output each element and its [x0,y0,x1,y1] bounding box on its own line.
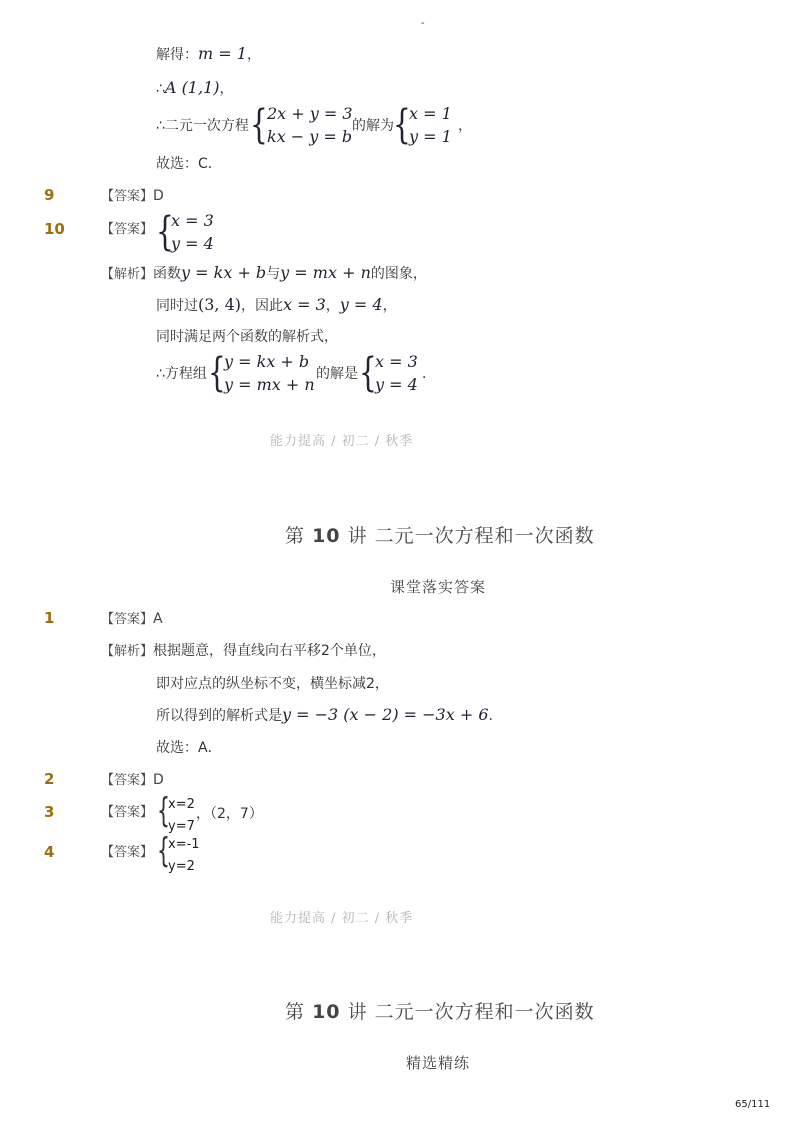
text: ， [325,298,340,314]
section-subtitle: 精选精练 [406,1054,471,1072]
text: 第 [285,525,306,547]
math-m-equals-1: m = 1 [198,44,247,63]
answer-tag: 【答案】 [101,845,154,860]
text: 根据题意，得直线向右平移2个单位， [153,643,386,659]
chapter-number: 10 [312,525,341,547]
answer-y: y = 4 [171,234,214,253]
solution-line-2 [156,78,234,99]
section-subtitle: 课堂落实答案 [390,578,487,596]
solution-y: y = 1 [409,127,452,146]
tag-label: 【答案】 [101,189,154,204]
therefore-symbol: ∴ [156,81,165,97]
solution-y: y = 4 [375,375,418,394]
question-number: 9 [44,186,55,204]
punct: ， [219,81,234,97]
left-brace-icon: { [250,102,268,148]
left-brace-icon: { [157,791,170,831]
question-number: 4 [44,843,55,861]
solution-x: x = 3 [375,352,418,371]
page-number: 65/111 [735,1099,771,1110]
math-x: x = 3 [283,295,326,314]
question-number: 1 [44,609,55,627]
solution-line-3 [156,104,496,150]
text: . [488,708,493,724]
answer-tag: 【答案】 [101,222,154,237]
math-function-2: y = mx + n [280,263,371,282]
text: 的图象， [370,266,427,282]
analysis-tag: 【解析】 [101,644,154,659]
math-function-1: y = kx + b [181,263,267,282]
math-expression: y = −3 (x − 2) = −3x + 6 [282,705,489,724]
text: 第 [285,1001,306,1023]
system-eq-2: kx − y = b [267,127,353,146]
math-y: y = 4 [339,295,383,314]
chapter-number: 10 [312,1001,341,1023]
system-eq-2: y = mx + n [224,375,315,394]
system-eq-1: y = kx + b [224,352,310,371]
answer-point: ，（2，7） [196,806,263,822]
prefix: ∴方程组 [156,366,207,382]
question-number: 3 [44,803,55,821]
answer-y: y=2 [168,859,195,874]
left-brace-icon: { [157,831,170,871]
math-point: (3, 4) [198,295,242,314]
analysis-line-1 [101,641,386,662]
punct: ， [246,47,261,63]
text: 所以得到的解析式是 [156,708,282,724]
analysis-line-2 [156,295,397,316]
page-footer: 能力提高 / 初二 / 秋季 [270,434,414,449]
question-number: 10 [44,220,65,238]
tag-label: 【答案】 [101,612,154,627]
solution-line-1 [156,44,261,65]
analysis-line-1 [101,263,427,285]
page-footer: 能力提高 / 初二 / 秋季 [270,911,414,926]
text: ，因此 [241,298,284,314]
answer-value: D [153,772,164,788]
answer-value: A [153,611,163,627]
answer-tag [101,770,164,791]
answer-value: D [153,188,164,204]
text: 讲 二元一次方程和一次函数 [347,525,595,547]
analysis-line-4 [156,352,456,398]
label: 解得： [156,47,198,63]
analysis-line-3: 同时满足两个函数的解析式， [156,329,338,345]
chapter-title [285,997,595,1024]
system-eq-1: 2x + y = 3 [267,104,353,123]
solution-line-4: 故选：C． [156,156,222,172]
left-brace-icon: { [359,350,377,396]
text: 函数 [153,266,182,282]
question-number: 2 [44,770,55,788]
left-brace-icon: { [156,209,174,255]
chapter-title [285,521,595,548]
analysis-line-3 [156,705,493,726]
punct: ． [422,366,436,382]
mid-text: 的解是 [316,366,358,382]
analysis-tag: 【解析】 [101,267,154,282]
top-mark: - [421,18,425,29]
punct: ， [458,118,472,134]
left-brace-icon: { [208,350,226,396]
prefix: ∴二元一次方程 [156,118,249,134]
math-point-a: A (1,1) [164,78,220,97]
tag-label: 【答案】 [101,773,154,788]
answer-y: y=7 [168,819,195,834]
mid-text: 的解为 [352,118,394,134]
analysis-line-2: 即对应点的纵坐标不变，横坐标减2， [156,676,389,692]
text: ， [382,298,397,314]
answer-tag [101,186,164,207]
text: 同时过 [156,298,198,314]
analysis-line-4: 故选：A． [156,740,222,756]
left-brace-icon: { [393,102,411,148]
text: 讲 二元一次方程和一次函数 [347,1001,595,1023]
answer-x: x=-1 [168,837,200,852]
solution-x: x = 1 [409,104,452,123]
text: 与 [266,266,281,282]
answer-tag [101,609,163,630]
answer-tag: 【答案】 [101,805,154,820]
answer-x: x=2 [168,797,195,812]
answer-x: x = 3 [171,211,214,230]
